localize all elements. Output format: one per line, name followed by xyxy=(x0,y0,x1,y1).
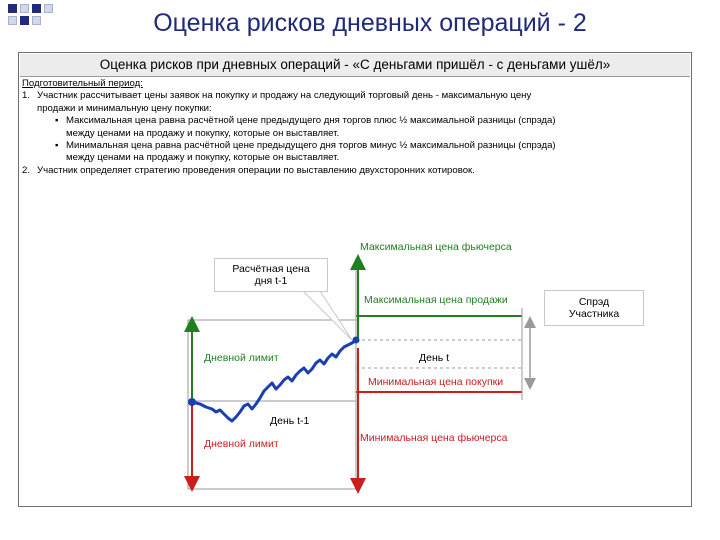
section-header: Оценка рисков при дневных операций - «С деньгами пришёл - с деньгами ушёл» xyxy=(20,54,690,77)
bullet-text: Минимальная цена равна расчётной цене предыдущего дня торгов минус ½ максимальной разницы (спрэда) xyxy=(66,140,556,152)
item-number: 1. xyxy=(22,90,31,102)
slide-title: Оценка рисков дневных операций - 2 xyxy=(153,9,587,37)
spread-line: Спрэд xyxy=(578,296,610,308)
item-number: 2. xyxy=(22,164,31,176)
callout-pointer xyxy=(300,288,352,340)
current-price-point xyxy=(353,337,360,344)
min-futures-price-label: Минимальная цена фьючерса xyxy=(360,432,508,444)
bullet-text: Максимальная цена равна расчётной цене предыдущего дня торгов плюс ½ максимальной разницы (спрэда) xyxy=(66,115,556,127)
bullet-text: между ценами на продажу и покупку, которые он выставляет. xyxy=(66,152,340,164)
day-t-minus-1-range xyxy=(188,320,356,489)
daily-limit-upper-label: Дневной лимит xyxy=(204,352,279,364)
item-text: продажи и минимальную цену покупки: xyxy=(37,102,212,114)
max-sell-price-label: Максимальная цена продажи xyxy=(364,294,508,306)
settlement-price-callout xyxy=(214,258,328,292)
bullet-icon: ▪ xyxy=(55,140,59,152)
daily-limit-lower-label: Дневной лимит xyxy=(204,438,279,450)
item-text: Участник определяет стратегию проведения операции по выставлению двухсторонних котировок. xyxy=(37,164,475,176)
max-futures-price-label: Максимальная цена фьючерса xyxy=(360,241,512,253)
bullet-icon: ▪ xyxy=(55,115,59,127)
period-label: Подготовительный период: xyxy=(22,78,143,89)
day-t-minus-1-label: День t-1 xyxy=(270,415,310,427)
item-text: Участник рассчитывает цены заявок на покупку и продажу на следующий торговый день - максимальную цену xyxy=(37,90,532,102)
min-buy-price-label: Минимальная цена покупки xyxy=(368,376,504,388)
spread-line: Участника xyxy=(568,308,620,320)
bullet-text: между ценами на продажу и покупку, которые он выставляет. xyxy=(66,127,340,139)
settlement-price-line: Расчётная цена xyxy=(232,263,310,275)
spread-callout xyxy=(544,290,644,326)
settlement-price-point xyxy=(188,398,196,406)
day-t-label: День t xyxy=(419,352,450,364)
settlement-price-line: дня t-1 xyxy=(254,275,288,287)
